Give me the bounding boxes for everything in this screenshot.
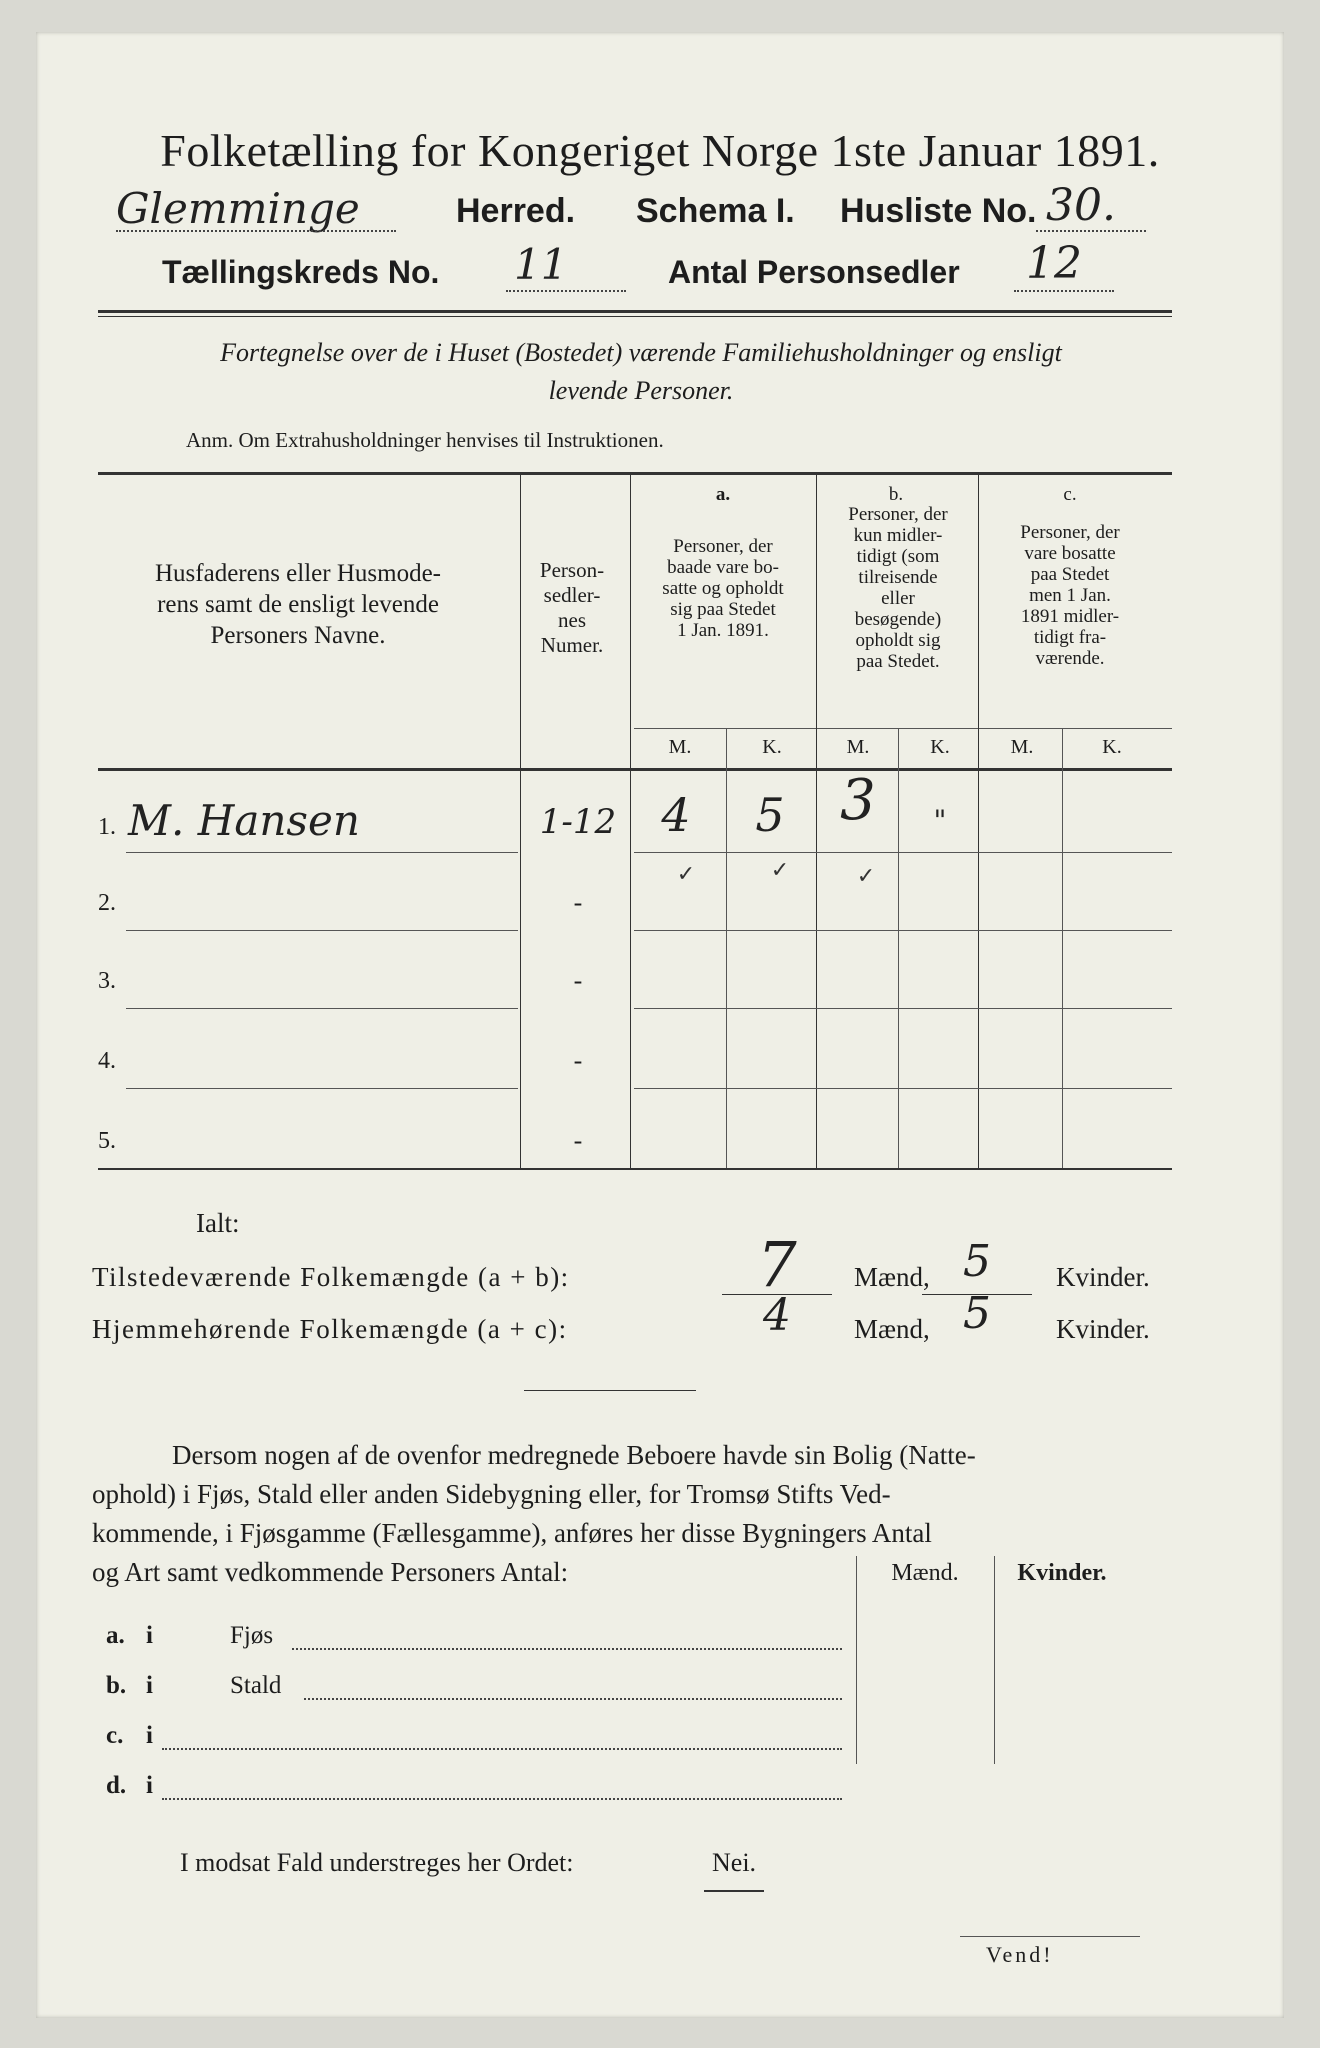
kvinder-label: Kvinder. [1056,1262,1150,1292]
vline-kvinder [994,1556,995,1764]
item-dotline [162,1798,842,1800]
ialt-label: Ialt: [196,1208,240,1238]
col-num-header: Person- sedler- nes Numer. [539,558,605,657]
modsat-text: I modsat Fald understreges her Ordet: [180,1848,574,1877]
kreds-dotline [506,290,626,292]
anm-note: Anm. Om Extrahusholdninger henvises til Instruktionen. [186,428,664,452]
vline-num [630,474,631,1168]
a-m-label: M. [668,736,692,758]
schema-label: Schema I. [636,192,795,230]
item-label: Fjøs [230,1622,274,1649]
husliste-value: 30. [1046,180,1116,231]
col-c-letter: c. [1063,484,1077,505]
row-b-k: " [933,804,947,837]
hjemme-label: Hjemmehørende Folkemængde (a + c): [92,1314,568,1344]
item-i: i [146,1672,153,1699]
intro-line1: Fortegnelse over de i Huset (Bostedet) værende Familiehusholdninger og ensligt [220,338,1062,367]
kvinder-col-header: Kvinder. [1017,1560,1107,1586]
row-rule [634,1088,1172,1089]
item-letter: d. [106,1772,127,1799]
nei-underline [704,1890,764,1892]
row-number: 3. [98,968,116,994]
mk-top-rule [634,728,1172,729]
item-letter: c. [106,1722,124,1749]
item-i: i [146,1722,153,1749]
item-dotline [292,1648,842,1650]
vline-b-mk [898,728,899,1168]
form-title: Folketælling for Kongeriget Norge 1ste Januar 1891. [160,125,1160,176]
census-form-sheet [36,32,1284,2018]
item-i: i [146,1772,153,1799]
b-m-label: M. [846,736,870,758]
c-k-label: K. [1102,736,1122,758]
kreds-label: Tællingskreds No. [162,254,440,290]
herred-value: Glemminge [116,184,360,233]
kvinder-label: Kvinder. [1056,1314,1150,1344]
vline-c-mk [1062,728,1063,1168]
row-b-m: 3 [840,768,876,833]
row-number: 5. [98,1128,116,1154]
row-person-num: 1-12 [539,802,617,842]
intro-line2: levende Personer. [548,376,734,405]
vline-a [816,474,817,1168]
vend-rule [960,1936,1140,1937]
item-dotline [304,1698,842,1700]
col-b-letter: b. [888,484,904,505]
col-b-header: Personer, der kun midler- tidigt (som tilreisende eller besøgende) opholdt sig paa Stedet. [848,504,948,672]
col-c-header: Personer, der vare bosatte paa Stedet men 1 Jan. 1891 midler- tidigt fra- værende. [1020,522,1120,669]
personsedler-value: 12 [1026,238,1082,289]
row-person-num: - [573,1126,583,1155]
hjemme-maend: 4 [763,1290,791,1341]
vend-text: Vend! [986,1942,1054,1967]
col-a-letter: a. [715,484,731,505]
row-person-num: - [573,888,583,917]
item-i: i [146,1622,153,1649]
check-mark: ✓ [856,864,876,889]
husliste-dotline [1036,230,1146,232]
header-bottom-rule [98,768,1172,771]
table-bottom-rule [98,1168,1172,1170]
col-name-header: Husfaderens eller Husmode- rens samt de ensligt levende Personers Navne. [154,560,441,649]
item-dotline [162,1748,842,1750]
section-divider [524,1390,696,1391]
row-number: 2. [98,890,116,916]
herred-label: Herred. [456,192,576,230]
herred-dotline [116,230,396,232]
table-top-rule [98,472,1172,475]
row-rule [634,852,1172,853]
tilstede-maend: 7 [757,1228,797,1301]
row-name: M. Hansen [128,796,360,845]
row-a-m: 4 [661,788,691,842]
maend-label: Mænd, [854,1262,930,1292]
b-k-label: K. [930,736,950,758]
row-person-num: - [573,1046,583,1075]
vline-name [520,474,521,1168]
row-number: 1. [98,814,116,840]
row-a-k: 5 [755,788,785,842]
row-rule [126,930,518,931]
row-person-num: - [573,966,583,995]
hjemme-kvinder: 5 [963,1288,991,1339]
tilstede-label: Tilstedeværende Folkemængde (a + b): [92,1262,570,1292]
kreds-value: 11 [514,240,568,289]
row-number: 4. [98,1048,116,1074]
row-rule [126,1008,518,1009]
vline-a-mk [726,728,727,1168]
vline-b [978,474,979,1168]
personsedler-dotline [1014,290,1114,292]
personsedler-label: Antal Personsedler [668,254,960,290]
item-label: Stald [230,1672,282,1699]
header-rule-2 [98,316,1172,317]
row-rule [126,852,518,853]
check-mark: ✓ [770,858,790,883]
col-a-header: Personer, der baade vare bo- satte og opholdt sig paa Stedet 1 Jan. 1891. [662,536,784,641]
maend-label: Mænd, [854,1314,930,1344]
husliste-label: Husliste No. [840,192,1037,230]
item-letter: a. [106,1622,125,1649]
vline-maend [856,1556,857,1764]
row-rule [634,1008,1172,1009]
item-letter: b. [106,1672,127,1699]
row-rule [634,930,1172,931]
nei-word: Nei. [712,1848,757,1877]
header-rule [98,310,1172,313]
outbuildings-paragraph: Dersom nogen af de ovenfor medregnede Beboere havde sin Bolig (Natte- ophold) i Fjøs, Stald eller anden Sidebygning eller, for Tromsø Stifts Ved- kommende, i Fjøsgamme (Fællesgamme), anføres her disse Bygningers Antal og Art samt vedkommende Personers Antal: [92,1440,976,1587]
check-mark: ✓ [676,862,696,887]
c-m-label: M. [1010,736,1034,758]
tilstede-kvinder: 5 [963,1236,991,1287]
maend-col-header: Mænd. [891,1560,959,1586]
a-k-label: K. [762,736,782,758]
row-rule [126,1088,518,1089]
